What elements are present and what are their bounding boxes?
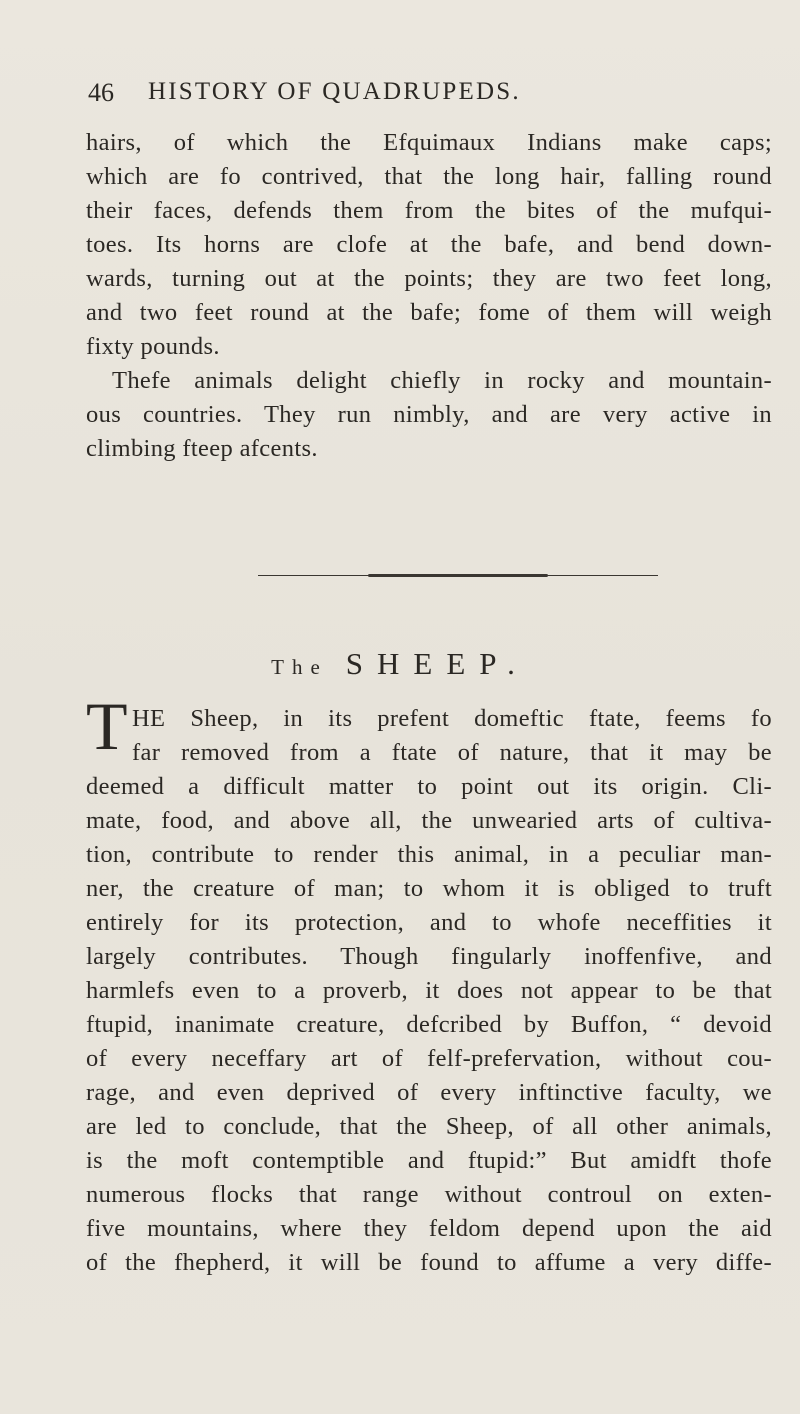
page-header <box>88 78 740 118</box>
text-line: climbing fteep afcents. <box>86 435 318 462</box>
text-line: ftupid, inanimate creature, defcribed by Buffon, “ devoid <box>86 1011 772 1038</box>
text-line: hairs, of which the Efquimaux Indians make caps; <box>86 129 772 156</box>
text-line: numerous flocks that range without controul on exten- <box>86 1181 772 1208</box>
text-line: harmlefs even to a proverb, it does not appear to be that <box>86 977 772 1004</box>
text-line: and two feet round at the bafe; fome of them will weigh <box>86 299 772 326</box>
text-line: largely contributes. Though fingularly inoffenfive, and <box>86 943 772 970</box>
text-line: deemed a difficult matter to point out its origin. Cli- <box>86 773 772 800</box>
divider-thick-line <box>368 574 548 577</box>
section-divider <box>258 574 658 577</box>
text-line: of the fhepherd, it will be found to affume a very diffe- <box>86 1249 772 1276</box>
text-line: entirely for its protection, and to whofe neceffities it <box>86 909 772 936</box>
section-title-main: SHEEP. <box>345 646 529 681</box>
text-line: mate, food, and above all, the unwearied arts of cultiva- <box>86 807 772 834</box>
text-line: is the moft contemptible and ftupid:” But amidft thofe <box>86 1147 772 1174</box>
section-title <box>0 646 800 682</box>
page-number: 46 <box>88 78 114 107</box>
text-line: tion, contribute to render this animal, in a peculiar man- <box>86 841 772 868</box>
text-line: which are fo contrived, that the long hair, falling round <box>86 163 772 190</box>
drop-cap: T <box>86 688 128 764</box>
text-line: fixty pounds. <box>86 333 220 360</box>
text-line: far removed from a ftate of nature, that it may be <box>132 739 772 766</box>
text-line: are led to conclude, that the Sheep, of all other animals, <box>86 1113 772 1140</box>
running-head: HISTORY OF QUADRUPEDS. <box>148 78 521 105</box>
section-title-article: The <box>271 655 328 679</box>
text-line: Thefe animals delight chiefly in rocky and mountain- <box>112 367 772 394</box>
text-line: rage, and even deprived of every inftinctive faculty, we <box>86 1079 772 1106</box>
text-line: HE Sheep, in its prefent domeftic ftate, feems fo <box>132 705 772 732</box>
text-line: wards, turning out at the points; they are two feet long, <box>86 265 772 292</box>
text-line: of every neceffary art of felf-prefervation, without cou- <box>86 1045 772 1072</box>
text-line: ner, the creature of man; to whom it is obliged to truft <box>86 875 772 902</box>
text-line: their faces, defends them from the bites of the mufqui- <box>86 197 772 224</box>
text-line: five mountains, where they feldom depend upon the aid <box>86 1215 772 1242</box>
text-line: ous countries. They run nimbly, and are very active in <box>86 401 772 428</box>
text-line: toes. Its horns are clofe at the bafe, and bend down- <box>86 231 772 258</box>
